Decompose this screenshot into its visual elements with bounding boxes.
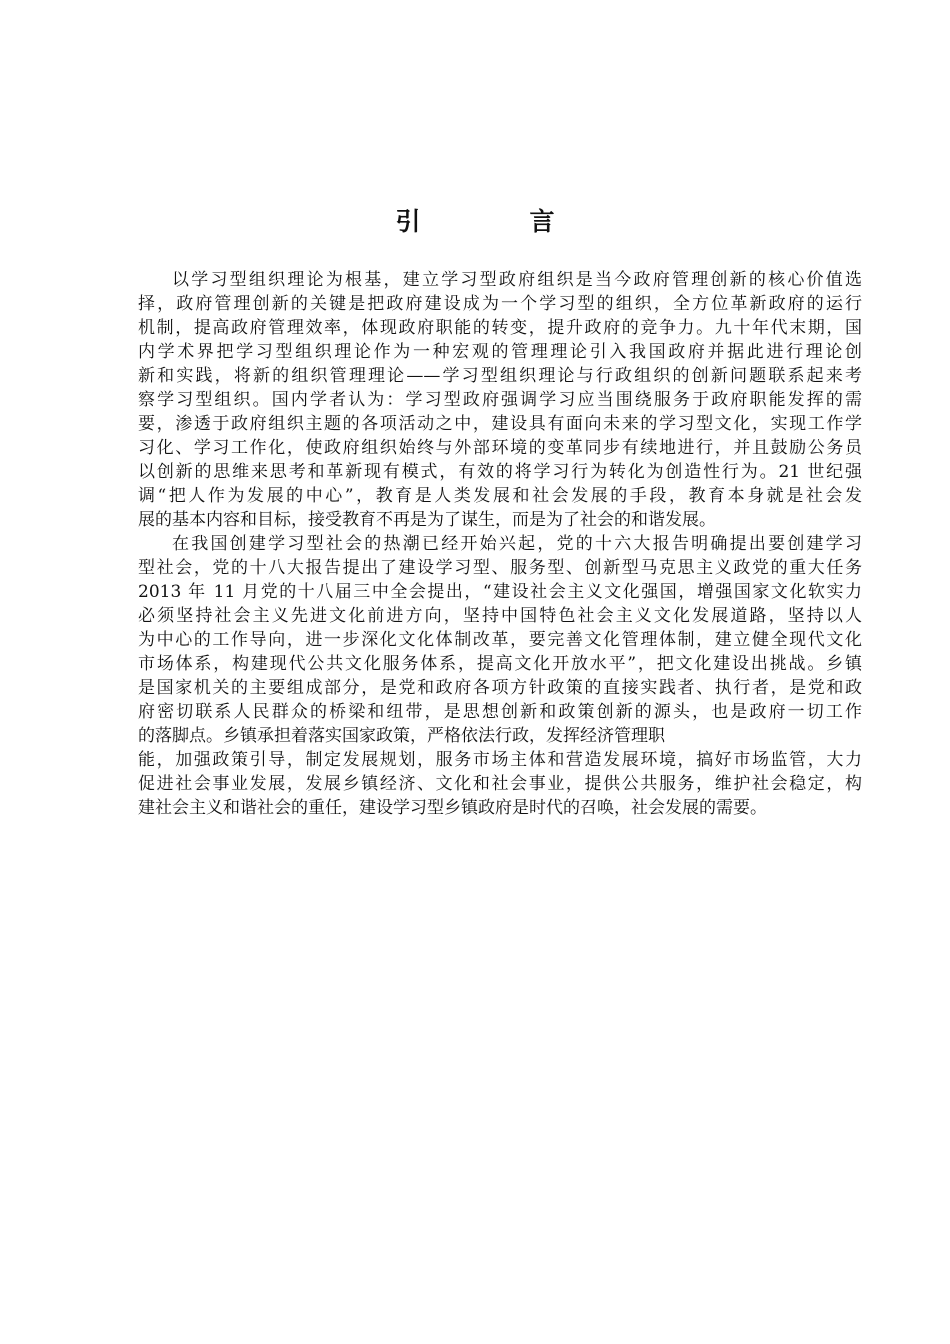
text-line: 型社会，党的十八大报告提出了建设学习型、服务型、创新型马克思主义政党的重大任务 <box>138 558 862 578</box>
text-line: 市场体系，构建现代公共文化服务体系，提高文化开放水平”，把文化建设出挑战。乡镇 <box>138 654 862 674</box>
text-line: 的落脚点。乡镇承担着落实国家政策，严格依法行政，发挥经济管理职 <box>138 726 665 746</box>
text-line: 择，政府管理创新的关键是把政府建设成为一个学习型的组织，全方位革新政府的运行 <box>138 294 862 314</box>
text-line: 府密切联系人民群众的桥梁和纽带，是思想创新和政策创新的源头，也是政府一切工作 <box>138 702 862 722</box>
page-title: 引 言 <box>395 207 597 236</box>
text-line: 内学术界把学习型组织理论作为一种宏观的管理理论引入我国政府并据此进行理论创 <box>138 342 862 362</box>
text-line: 以学习型组织理论为根基，建立学习型政府组织是当今政府管理创新的核心价值选 <box>172 270 862 290</box>
text-line: 展的基本内容和目标，接受教育不再是为了谋生，而是为了社会的和谐发展。 <box>138 510 716 530</box>
text-line: 建社会主义和谐社会的重任，建设学习型乡镇政府是时代的召唤，社会发展的需要。 <box>138 798 767 818</box>
text-line: 机制，提高政府管理效率，体现政府职能的转变，提升政府的竞争力。九十年代末期，国 <box>138 318 862 338</box>
text-line: 新和实践，将新的组织管理理论——学习型组织理论与行政组织的创新问题联系起来考 <box>138 366 862 386</box>
text-line: 是国家机关的主要组成部分，是党和政府各项方针政策的直接实践者、执行者，是党和政 <box>138 678 862 698</box>
text-line: 习化、学习工作化，使政府组织始终与外部环境的变革同步有续地进行，并且鼓励公务员 <box>138 438 862 458</box>
text-line: 以创新的思维来思考和革新现有模式，有效的将学习行为转化为创造性行为。21 世纪强 <box>138 462 862 482</box>
text-line: 在我国创建学习型社会的热潮已经开始兴起，党的十六大报告明确提出要创建学习 <box>172 534 862 554</box>
text-line: 要，渗透于政府组织主题的各项活动之中，建设具有面向未来的学习型文化，实现工作学 <box>138 414 862 434</box>
paragraph-2 <box>138 532 862 820</box>
paragraph-1 <box>138 268 862 532</box>
text-line: 察学习型组织。国内学者认为：学习型政府强调学习应当围绕服务于政府职能发挥的需 <box>138 390 862 410</box>
text-line: 调“把人作为发展的中心”，教育是人类发展和社会发展的手段，教育本身就是社会发 <box>138 486 862 506</box>
body-text <box>138 268 862 820</box>
text-line: 为中心的工作导向，进一步深化文化体制改革，要完善文化管理体制，建立健全现代文化 <box>138 630 862 650</box>
text-line: 促进社会事业发展，发展乡镇经济、文化和社会事业，提供公共服务，维护社会稳定，构 <box>138 774 862 794</box>
text-line: 能，加强政策引导，制定发展规划，服务市场主体和营造发展环境，搞好市场监管，大力 <box>138 750 862 770</box>
text-line: 2013 年 11 月党的十八届三中全会提出，“建设社会主义文化强国，增强国家文化软实力 <box>138 582 862 602</box>
text-line: 必须坚持社会主义先进文化前进方向，坚持中国特色社会主义文化发展道路，坚持以人 <box>138 606 862 626</box>
